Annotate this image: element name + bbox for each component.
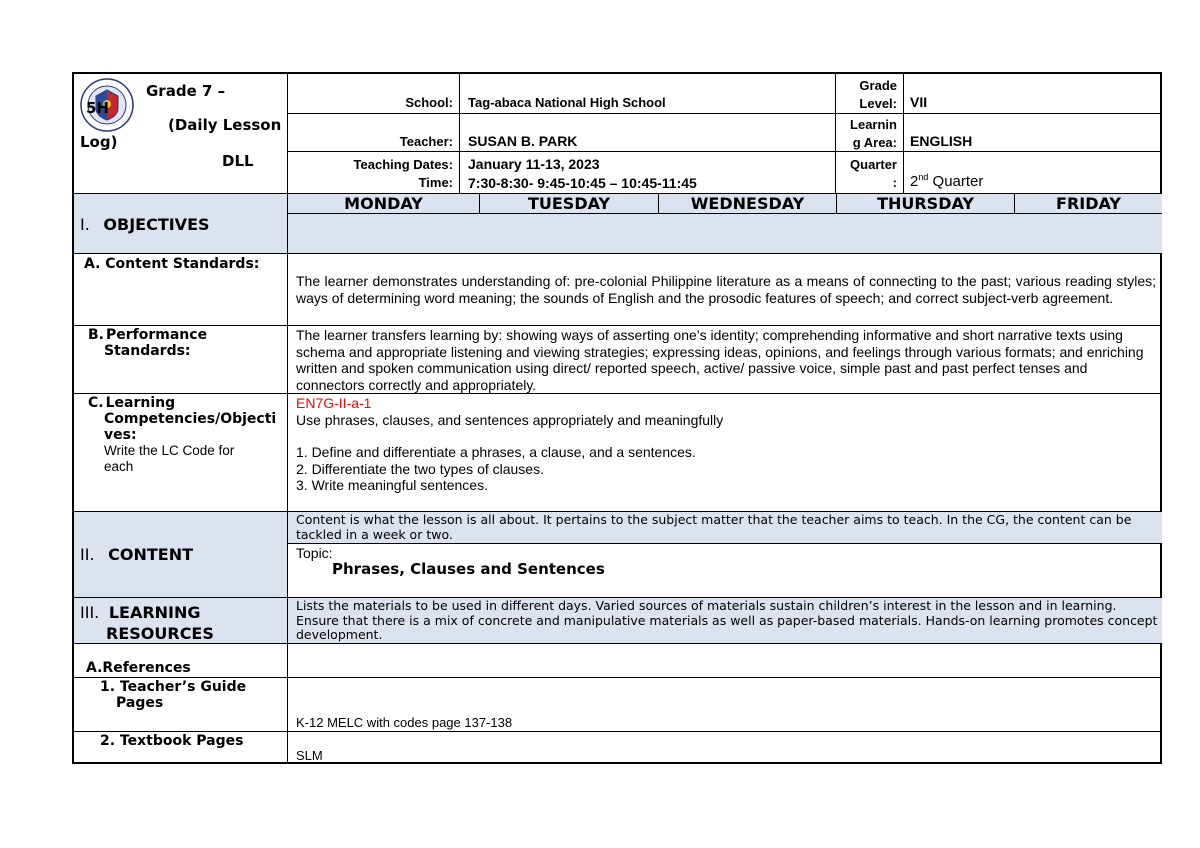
dates-label-cell [288, 152, 460, 194]
area-label-1: Learnin [850, 117, 897, 132]
performance-standards-text: The learner transfers learning by: showing ways of asserting one’s identity; comprehending informative and short narrative texts using schema and appropriate listening and viewing strategies; expressing ideas, opinions, and feelings through various formats; and enriching written and spoken communication using direct/ reported speech, active/ passive voice, simple past and past perfect tenses and connectors correctly and appropriately. [296, 327, 1144, 393]
day-monday: MONDAY [288, 194, 480, 214]
time-value: 7:30-8:30- 9:45-10:45 – 10:45-11:45 [468, 175, 697, 191]
content-heading-cell [74, 512, 288, 598]
competencies-label-1: Learning [105, 395, 176, 411]
title-cell [74, 74, 288, 194]
teacher-value-cell [460, 114, 836, 152]
day-friday: FRIDAY [1015, 194, 1162, 214]
competencies-letter: C. [88, 395, 104, 411]
grade-label-2: Level: [859, 96, 897, 111]
teachers-guide-value: K-12 MELC with codes page 137-138 [296, 715, 513, 730]
objectives-num: I. [80, 215, 90, 234]
quarter-value [910, 172, 983, 190]
quarter-label-1: Quarter [850, 157, 897, 172]
objectives-title: OBJECTIVES [103, 215, 210, 234]
lc-code: EN7G-II-a-1 [296, 395, 372, 411]
references-body-cell [288, 644, 1162, 678]
grade-label-cell [836, 74, 904, 114]
teachers-guide-label-2: Pages [116, 695, 164, 711]
lc-item-2: 2. Differentiate the two types of clauses. [296, 460, 544, 477]
content-standards-text: The learner demonstrates understanding of: pre-colonial Philippine literature as a means of connecting to the past; various reading styles; ways of determining word meaning; the sounds of English and the prosodic features of speech; and correct subject-verb agreement. [296, 273, 1156, 306]
resources-note: Lists the materials to be used in different days. Varied sources of materials sustain children’s interest in the lesson and in learning. Ensure that there is a mix of concrete and manipulative materials as well as paper-based materials. Hands-on learning promotes concept development. [296, 598, 1158, 642]
content-standards-body-cell [288, 254, 1162, 326]
quarter-suffix: nd [918, 172, 929, 182]
teacher-label-cell [288, 114, 460, 152]
content-note: Content is what the lesson is all about. It pertains to the subject matter that the teacher aims to teach. In the CG, the content can be tackled in a week or two. [296, 512, 1132, 542]
school-label: School: [405, 95, 453, 110]
performance-label-1: Performance [106, 327, 208, 343]
competencies-label-3: ves: [104, 427, 137, 443]
resources-title-1: LEARNING [108, 603, 201, 622]
teachers-guide-body-cell [288, 678, 1162, 732]
lc-item-3: 3. Write meaningful sentences. [296, 477, 488, 493]
teachers-guide-label-cell [74, 678, 288, 732]
title-line-3: (Daily Lesson [168, 116, 282, 134]
dates-value: January 11-13, 2023 [468, 156, 600, 172]
performance-standards-label-cell [74, 326, 288, 394]
quarter-value-cell [904, 152, 1162, 194]
area-label-2: g Area: [852, 135, 897, 150]
area-value-cell [904, 114, 1162, 152]
topic-label: Topic: [296, 545, 333, 561]
time-label: Time: [418, 175, 453, 190]
objectives-body-cell [288, 214, 1162, 254]
resources-note-cell [288, 598, 1162, 644]
quarter-text: Quarter [928, 173, 984, 190]
performance-label-2: Standards: [104, 343, 191, 359]
resources-title-2: RESOURCES [106, 624, 214, 643]
teacher-value: SUSAN B. PARK [468, 133, 578, 149]
school-value: Tag-abaca National High School [468, 95, 666, 110]
lc-main: Use phrases, clauses, and sentences appropriately and meaningfully [296, 411, 724, 428]
lc-item-1: 1. Define and differentiate a phrases, a clause, and a sentences. [296, 444, 696, 460]
grade-value: VII [910, 94, 928, 110]
competencies-body-cell [288, 394, 1162, 512]
objectives-heading-cell [74, 194, 288, 254]
competencies-note-1: Write the LC Code for [104, 443, 235, 458]
grade-value-cell [904, 74, 1162, 114]
day-wednesday: WEDNESDAY [659, 194, 837, 214]
competencies-note-2: each [104, 459, 134, 474]
title-line-2: 5H [86, 99, 109, 117]
textbook-value: SLM [296, 748, 323, 763]
title-line-1: Grade 7 – [146, 82, 226, 100]
textbook-body-cell [288, 732, 1162, 764]
quarter-number: 2 [910, 173, 919, 190]
title-line-4: Log) [80, 133, 118, 151]
teacher-label: Teacher: [399, 134, 453, 149]
resources-heading-cell [74, 598, 288, 644]
dll-table [72, 72, 1162, 764]
grade-label-1: Grade [859, 78, 897, 93]
topic-title: Phrases, Clauses and Sentences [332, 560, 605, 578]
content-num: II. [80, 545, 95, 564]
content-standards-label-cell [74, 254, 288, 326]
area-value: ENGLISH [910, 133, 973, 149]
day-thursday: THURSDAY [837, 194, 1015, 214]
quarter-label-cell [836, 152, 904, 194]
school-value-cell [460, 74, 836, 114]
title-line-5: DLL [222, 152, 254, 170]
teachers-guide-label-1: 1. Teacher’s Guide [100, 679, 247, 695]
content-standards-label: A. Content Standards: [84, 256, 260, 272]
textbook-label-cell [74, 732, 288, 764]
resources-num: III. [80, 603, 100, 622]
competencies-label-cell [74, 394, 288, 512]
competencies-label-2: Competencies/Objecti [104, 411, 277, 427]
dates-value-cell [460, 152, 836, 194]
dates-label: Teaching Dates: [353, 157, 453, 172]
content-title: CONTENT [108, 545, 193, 564]
day-tuesday: TUESDAY [480, 194, 659, 214]
performance-letter: B. [88, 327, 104, 343]
area-label-cell [836, 114, 904, 152]
content-note-cell [288, 512, 1162, 544]
quarter-label-2: : [892, 175, 897, 190]
references-label-cell [74, 644, 288, 678]
performance-standards-body-cell [288, 326, 1162, 394]
references-label: A.References [86, 660, 191, 676]
content-topic-cell [288, 544, 1162, 598]
school-label-cell [288, 74, 460, 114]
textbook-label: 2. Textbook Pages [100, 733, 244, 749]
